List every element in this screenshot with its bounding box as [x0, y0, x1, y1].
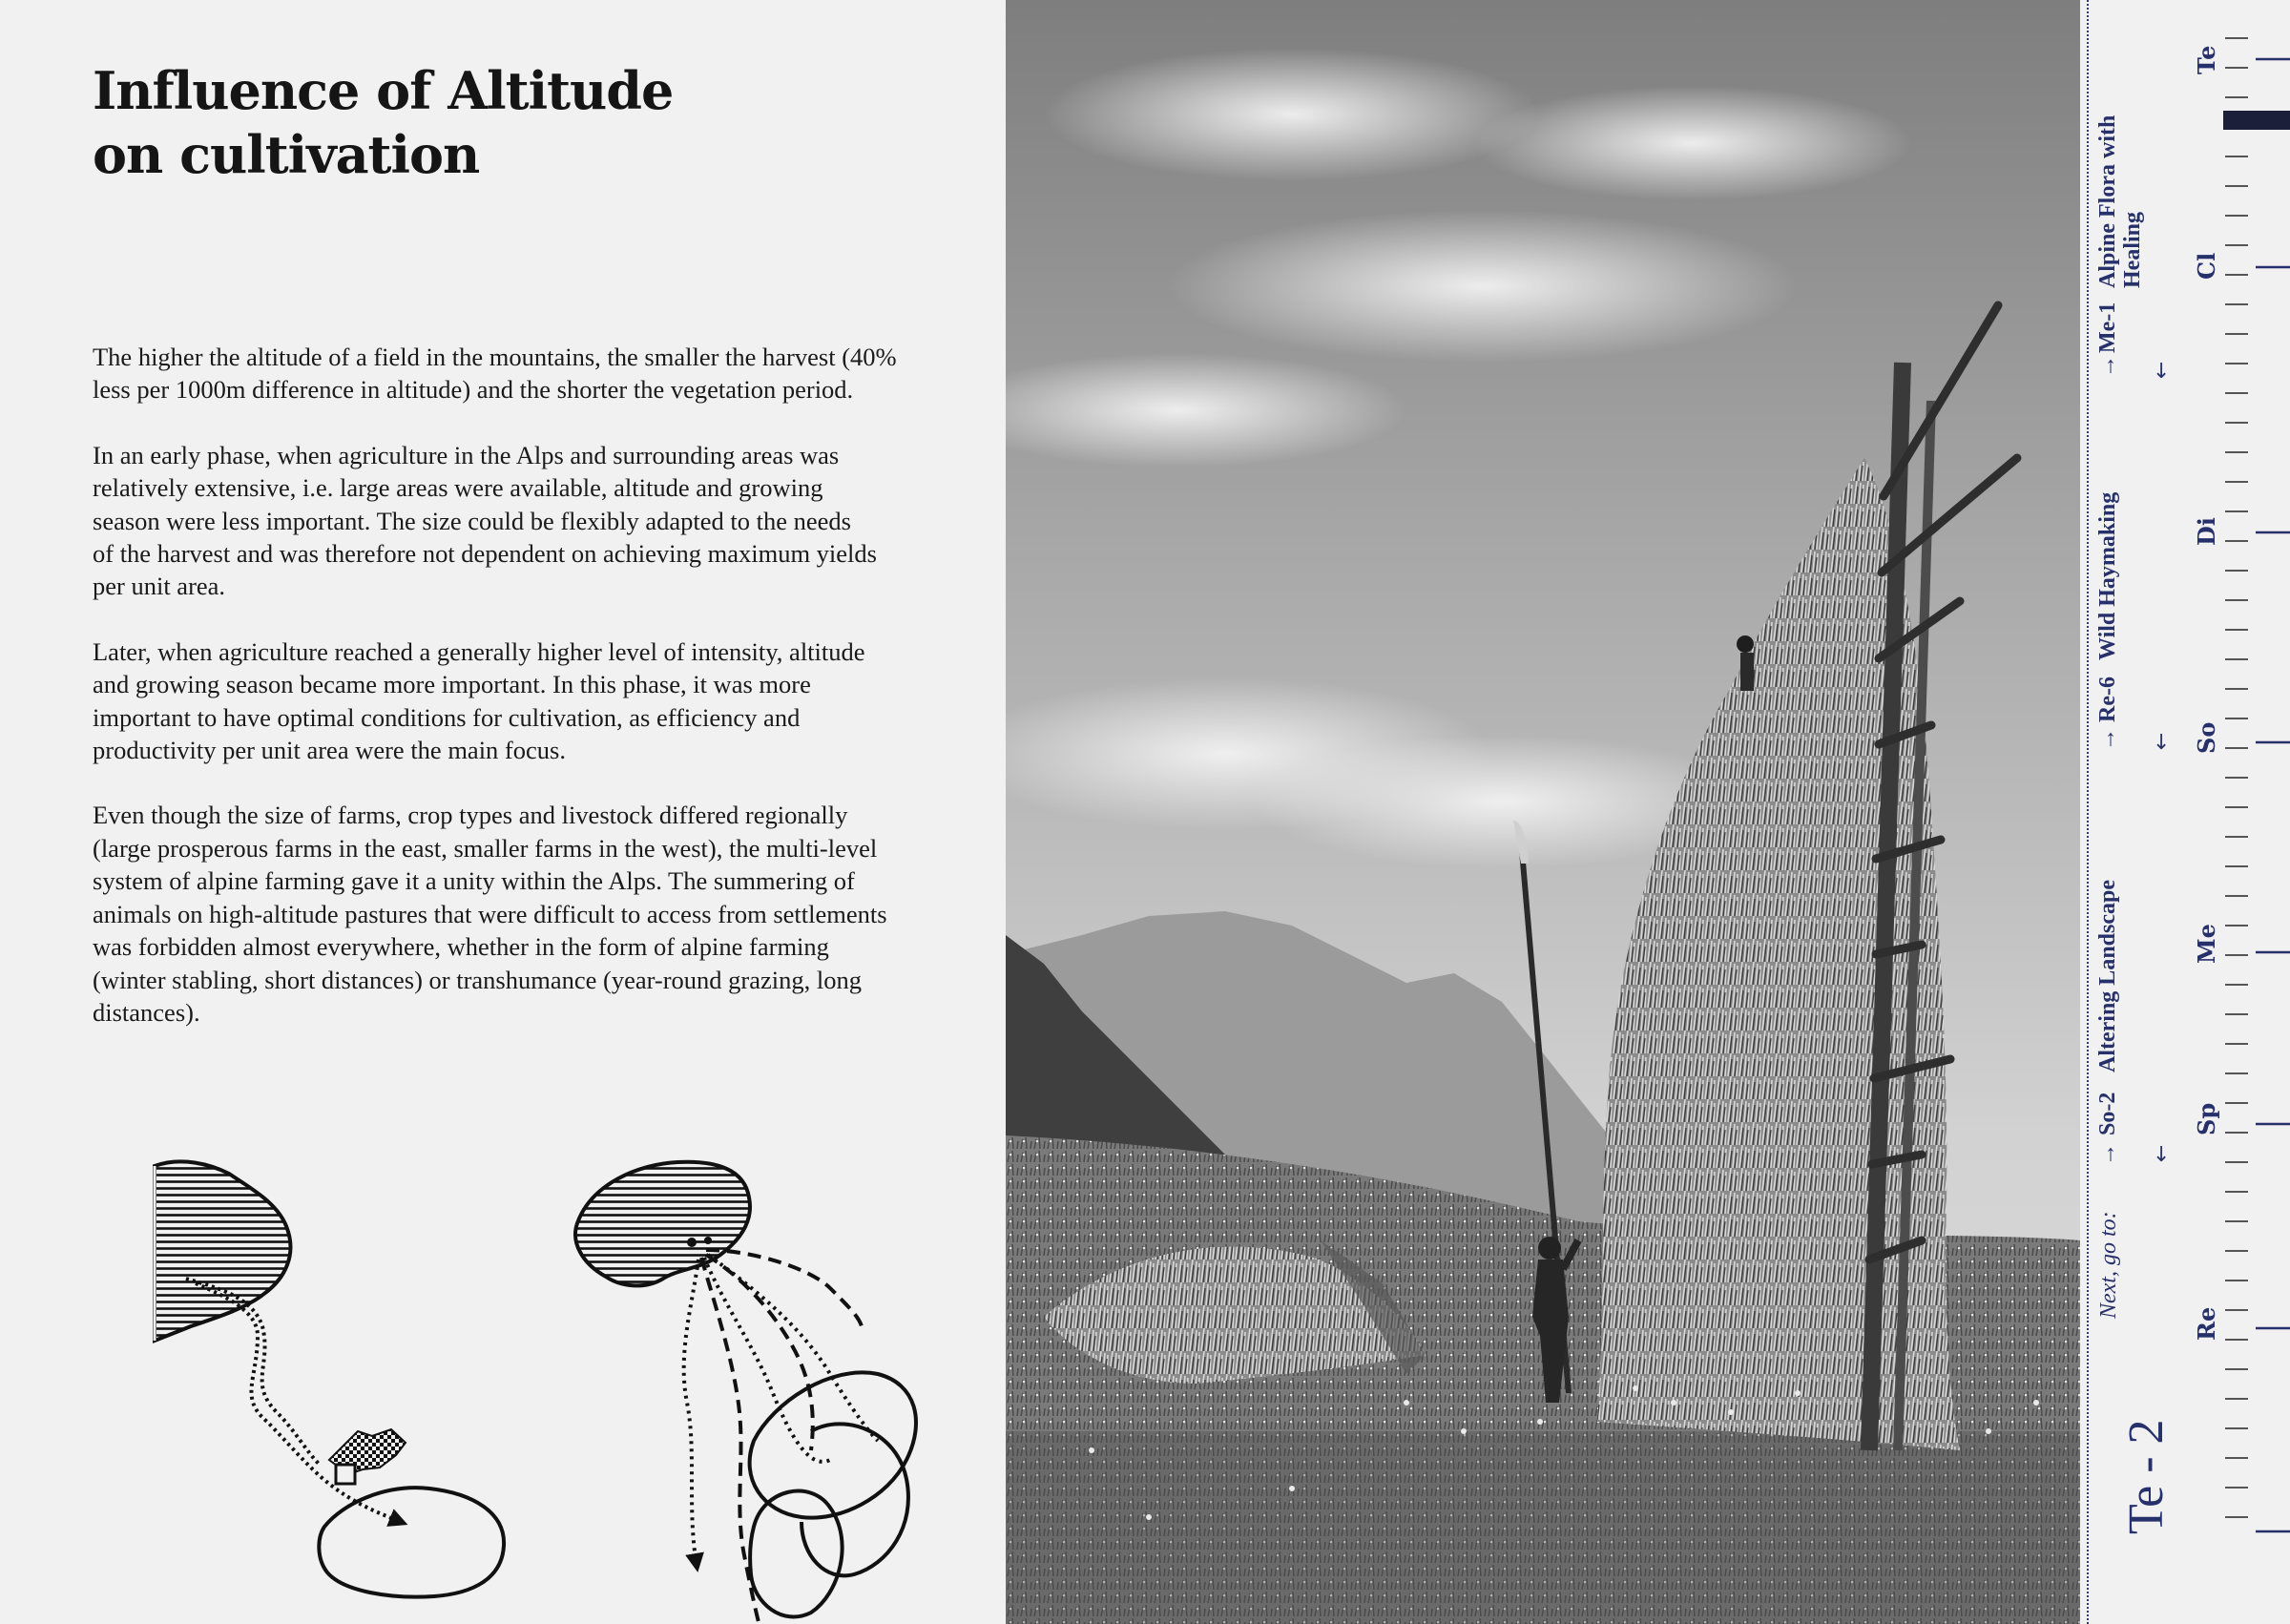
paragraph-line: Even though the size of farms, crop types and livestock differed regionally	[93, 801, 848, 830]
paragraph-line: season were less important. The size could be flexibly adapted to the needs	[93, 506, 851, 535]
down-arrow-icon: ↓	[2153, 1143, 2171, 1167]
sidebar-dotted-divider	[2087, 0, 2089, 1624]
paragraph-line: less per 1000m difference in altitude) and the shorter the vegetation period.	[93, 375, 854, 405]
article-text-column	[93, 59, 951, 1061]
next-link-me-1-code[interactable]: Me-1	[2095, 302, 2120, 353]
paragraph-3	[93, 635, 951, 767]
paragraph-4	[93, 799, 951, 1029]
haymaking-photo	[1006, 0, 2080, 1624]
section-ruler	[2214, 0, 2290, 1624]
haymaking-photo-illustration	[1006, 0, 2080, 1624]
paragraph-line: relatively extensive, i.e. large areas were available, altitude and growing	[93, 473, 823, 503]
next-link-so-2-title[interactable]: Altering Landscape	[2095, 879, 2120, 1072]
paragraph-line: The higher the altitude of a field in the mountains, the smaller the harvest (40%	[93, 343, 897, 371]
current-position-marker	[2223, 111, 2290, 130]
paragraph-line: animals on high-altitude pastures that were difficult to access from settlements	[93, 899, 887, 928]
section-code-te[interactable]: Te	[2193, 45, 2220, 74]
paragraph-2	[93, 439, 951, 603]
page-title	[93, 59, 951, 187]
section-code-cl[interactable]: Cl	[2193, 252, 2220, 280]
page-title-line-1: Influence of Altitude	[93, 60, 674, 121]
page-title-line-2: on cultivation	[93, 124, 480, 185]
route-down	[196, 1283, 401, 1522]
paragraph-line: of the harvest and was therefore not dependent on achieving maximum yields	[93, 539, 877, 569]
valley-pasture-shape	[319, 1488, 504, 1596]
paragraph-line: productivity per unit area were the main focus.	[93, 736, 566, 765]
next-link-re-6-code[interactable]: Re-6	[2095, 677, 2120, 722]
alpine-farming-diagram	[155, 1161, 504, 1596]
farming-diagrams	[143, 1145, 926, 1624]
down-arrow-icon: ↓	[2153, 731, 2171, 755]
next-link-so-2-code[interactable]: So-2	[2095, 1092, 2120, 1135]
article-body	[93, 341, 951, 1029]
page-label: Te - 2	[2119, 1419, 2174, 1534]
next-link-re-6-title[interactable]: Wild Haymaking	[2095, 491, 2120, 660]
paragraph-line: (large prosperous farms in the east, smaller farms in the west), the multi-level	[93, 833, 878, 863]
next-go-to-label: Next, go to:	[2096, 1211, 2121, 1319]
paragraph-line: Later, when agriculture reached a generally higher level of intensity, altitude	[93, 636, 865, 666]
paragraph-line: per unit area.	[93, 572, 226, 601]
down-arrow-icon: ↓	[2153, 360, 2171, 384]
transhumance-diagram	[575, 1162, 916, 1622]
section-code-re[interactable]: Re	[2193, 1306, 2220, 1341]
paragraph-line: important to have optimal conditions for cultivation, as efficiency and	[93, 702, 801, 732]
paragraph-line: and growing season became more important. In this phase, it was more	[93, 670, 811, 699]
next-link-me-1-arrow[interactable]: →	[2095, 355, 2120, 378]
paragraph-line: In an early phase, when agriculture in the Alps and surrounding areas was	[93, 440, 840, 469]
paragraph-line: (winter stabling, short distances) or transhumance (year-round grazing, long	[93, 965, 862, 994]
next-link-me-1-title-line-1[interactable]: Alpine Flora with	[2095, 115, 2120, 288]
section-code-me[interactable]: Me	[2193, 924, 2220, 964]
winter-pasture-loop-3	[802, 1424, 908, 1575]
next-link-re-6-arrow[interactable]: →	[2095, 728, 2120, 751]
paragraph-line: distances).	[93, 997, 200, 1027]
barn-icon	[336, 1465, 355, 1484]
paragraph-line: system of alpine farming gave it a unity within the Alps. The summering of	[93, 866, 855, 896]
winter-pasture-loop-2	[750, 1491, 843, 1617]
section-code-sp[interactable]: Sp	[2193, 1102, 2220, 1135]
next-link-me-1-title-line-2[interactable]: Healing	[2120, 211, 2145, 288]
next-link-so-2-arrow[interactable]: →	[2095, 1143, 2120, 1166]
paragraph-1	[93, 341, 951, 406]
section-code-so[interactable]: So	[2193, 721, 2220, 754]
section-code-di[interactable]: Di	[2193, 517, 2220, 546]
high-pasture-shape	[155, 1161, 290, 1341]
paragraph-line: was forbidden almost everywhere, whether in the form of alpine farming	[93, 932, 829, 962]
